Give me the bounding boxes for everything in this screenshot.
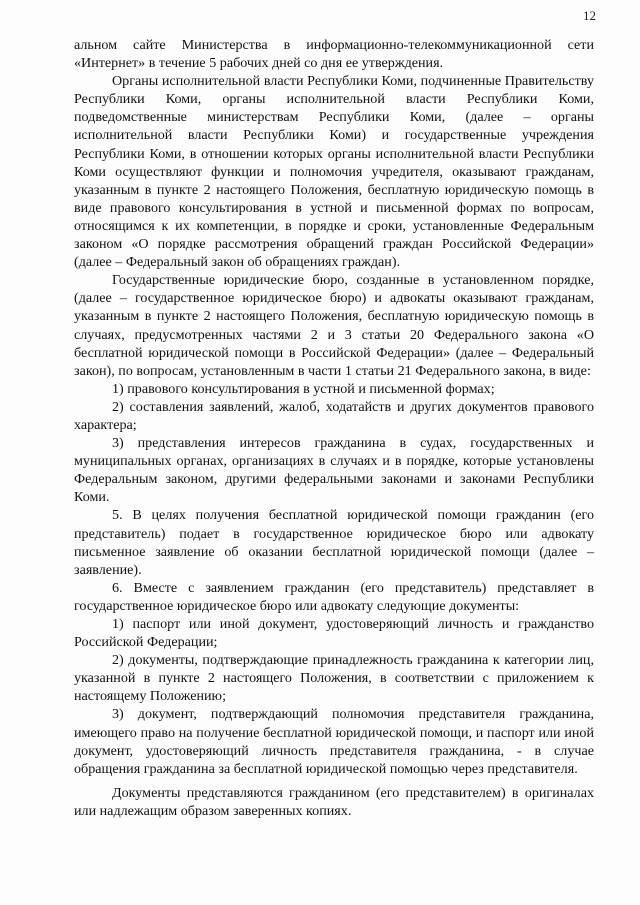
list-item-representation: 3) представления интересов гражданина в судах, государственных и муниципальных органах, организациях в случаях и в порядке, которые установлены Федеральным законом, другими федеральными законами и законами Республики Коми. <box>74 435 594 506</box>
list-item-category-proof: 2) документы, подтверждающие принадлежность гражданина к категории лиц, указанной в пункте 2 настоящего Положения, в соответствии с приложением к настоящему Положению; <box>74 652 594 705</box>
paragraph-clause-5: 5. В целях получения бесплатной юридической помощи гражданин (его представитель) подает в государственное юридическое бюро или адвокату письменное заявление об оказании бесплатной юридической помощи (далее – заявление). <box>74 507 594 578</box>
paragraph-continuation: альном сайте Министерства в информационно-телекоммуникационной сети «Интернет» в течение 5 рабочих дней со дня ее утверждения. <box>74 37 594 72</box>
paragraph-documents-originals: Документы представляются гражданином (его представителем) в оригиналах или надлежащим образом заверенных копиях. <box>74 784 594 819</box>
list-item-representative-authority: 3) документ, подтверждающий полномочия представителя гражданина, имеющего право на получение бесплатной юридической помощи, и паспорт или иной документ, удостоверяющий личность представителя гражданина, - в случае обращения гражданина за бесплатной юридической помощью через представителя. <box>74 706 594 777</box>
page-number: 12 <box>583 8 596 23</box>
list-item-documents-drafting: 2) составления заявлений, жалоб, ходатайств и других документов правового характера; <box>74 398 594 433</box>
list-item-consulting: 1) правового консультирования в устной и письменной формах; <box>112 380 495 397</box>
paragraph-executive-bodies: Органы исполнительной власти Республики Коми, подчиненные Правительству Республики Коми, органы исполнительной власти Республики Коми, подведомственные министерствам Республики Коми, (далее – органы исполнительной власти Республики Коми) и государственные учреждения Республики Коми, в отношении которых органы исполнительной власти Республики Коми осуществляют функции и полномочия учредителя, оказывают гражданам, указанным в пункте 2 настоящего Положения, бесплатную юридическую помощь в виде правового консультирования в устной и письменной формах по вопросам, относящимся к их компетенции, в порядке и сроки, установленные Федеральным законом «О порядке рассмотрения обращений граждан Российской Федерации» (далее – Федеральный закон об обращениях граждан). <box>74 73 594 271</box>
document-body <box>74 36 594 820</box>
paragraph-legal-bureaus: Государственные юридические бюро, созданные в установленном порядке, (далее – государственное юридическое бюро) и адвокаты оказывают гражданам, указанным в пункте 2 настоящего Положения, бесплатную юридическую помощь в случаях, предусмотренных частями 2 и 3 статьи 20 Федерального закона «О бесплатной юридической помощи в Российской Федерации» (далее – Федеральный закон), по вопросам, установленным в части 1 статьи 21 Федерального закона, в виде: <box>74 272 594 379</box>
paragraph-clause-6: 6. Вместе с заявлением гражданин (его представитель) представляет в государственное юридическое бюро или адвокату следующие документы: <box>74 579 594 614</box>
list-item-passport: 1) паспорт или иной документ, удостоверяющий личность и гражданство Российской Федерации; <box>74 616 594 651</box>
